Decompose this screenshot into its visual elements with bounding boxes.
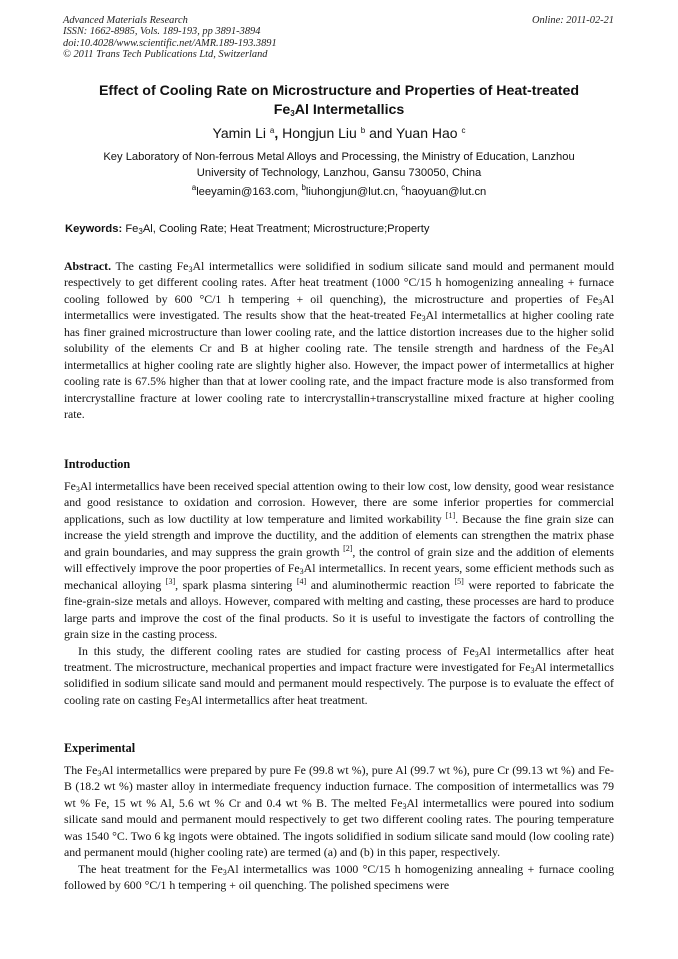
intro-text: , the control of grain size and the addition of elements will effectively improve the poor properties of Fe — [64, 544, 614, 576]
abstract-text: Al intermetallics were solidified in sodium silicate sand mould and permanent mould respectively to get different cooling rates. After heat treatment (1000 °C/15 h homogenizing annealing + furnace cooling followed by 600 °C/1 h tempering + oil quenching), the microstructure and properties of Fe — [64, 259, 614, 306]
intro-text: Al intermetallics after heat treatment. — [190, 692, 368, 707]
affiliation — [56, 150, 622, 181]
author-1-affil: a — [269, 126, 275, 135]
journal-doi[interactable]: doi:10.4028/www.scientific.net/AMR.189-193.3891 — [63, 37, 277, 49]
section-heading-experimental: Experimental — [64, 741, 136, 755]
abstract-text: Al intermetallics at higher cooling rate are slightly higher also. However, the impact power of intermetallics at higher cooling rate is 67.5% higher than that at lower cooling rate, and the impact fracture mode is also transformed from intercrystalline fracture at lower cooling rate to intercrystallin+transcrystalline mixed fracture at higher cooling rate. — [64, 341, 614, 422]
intro-text: . Because the fine grain size can increase the yield strength and improve the ductility, and the addition of elements can strengthen the matrix phase and grain boundaries, and may suppress the grain growth — [64, 511, 614, 559]
keywords-text-1: Fe — [125, 223, 139, 235]
title-fe: Fe — [273, 102, 291, 118]
subscript: 3 — [474, 649, 479, 659]
section-heading-introduction: Introduction — [64, 457, 131, 471]
journal-name: Advanced Materials Research — [63, 15, 188, 26]
email-c[interactable]: haoyuan@lut.cn — [405, 186, 487, 198]
abstract-label: Abstract. — [64, 259, 112, 273]
author-2: Hongjun Liu — [282, 125, 357, 141]
keywords-text-2: Al, Cooling Rate; Heat Treatment; Microstructure;Property — [142, 223, 430, 235]
exp-text: Al intermetallics were prepared by pure Fe (99.8 wt %), pure Al (99.7 wt %), pure Cr (99.13 wt %) and Fe-B (18.2 wt %) master alloy in intermediate frequency induction furnace. The composition of intermetallics was 79 wt % Fe, 15 wt % Al, 5.6 wt % Cr and 0.4 wt % B. The melted Fe — [64, 763, 615, 810]
citation-3[interactable]: [3] — [165, 576, 176, 586]
author-1: Yamin Li — [212, 125, 266, 141]
abstract-text: Al intermetallics at higher cooling rate has finer grained microstructure than lower cooling rate, and the lattice distortion increases due to the higher solid solubility of the elements Cr and B at higher cooling rate. The tensile strength and hardness of the Fe — [64, 308, 615, 356]
keywords-subscript: 3 — [138, 227, 143, 236]
email-a-marker: a — [191, 183, 197, 192]
intro-paragraph-2 — [64, 643, 614, 709]
intro-text: Fe — [64, 479, 76, 493]
intro-text: , spark plasma sintering — [175, 577, 293, 592]
exp-text: Al intermetallics were poured into sodium silicate sand mould and permanent mould respectively to get two different cooling rates. The pouring temperature was 1540 °C. Two 6 kg ingots were obtained. The ingots solidified in sodium silicate sand mould (low cooling rate) and permanent mould (higher cooling rate) are termed (a) and (b) in this paper, respectively. — [64, 795, 614, 860]
paper-title — [40, 82, 638, 120]
subscript: 3 — [222, 867, 227, 877]
subscript: 3 — [530, 665, 535, 675]
journal-header — [63, 15, 277, 60]
citation-4[interactable]: [4] — [296, 576, 307, 586]
exp-text: The Fe — [64, 763, 98, 777]
intro-text: In this study, the different cooling rates are studied for casting process of Fe — [78, 643, 475, 658]
exp-text: The heat treatment for the Fe — [78, 861, 223, 876]
exp-text: Al intermetallics was 1000 °C/15 h homogenizing annealing + furnace cooling followed by 600 °C/1 h tempering + oil quenching. The polished specimens were — [64, 861, 615, 893]
citation-1[interactable]: [1] — [445, 510, 456, 520]
author-3-affil: c — [461, 126, 466, 135]
subscript: 3 — [421, 314, 426, 324]
abstract-text: The casting Fe — [115, 259, 189, 273]
experimental-body — [64, 762, 614, 894]
subscript: 3 — [188, 265, 193, 274]
intro-paragraph-1 — [64, 478, 614, 643]
keywords-label: Keywords: — [65, 223, 123, 235]
subscript: 3 — [186, 698, 191, 708]
affiliation-line-2: University of Technology, Lanzhou, Gansu 730050, China — [196, 166, 482, 179]
journal-issn: ISSN: 1662-8985, Vols. 189-193, pp 3891-3894 — [63, 26, 261, 38]
intro-text: Al intermetallics have been received special attention owing to their low cost, low density, good wear resistance and good resistance to oxidation and corrosion. However, there are some inferior properties for commercial applications, such as low ductility at low temperature and limited workability — [64, 479, 614, 526]
intro-text: Al intermetallics solidified in sodium silicate sand mould and permanent mould respectively. The purpose is to evaluate the effect of cooling rate on casting Fe — [64, 659, 614, 707]
online-date: Online: 2011-02-21 — [531, 15, 614, 26]
abstract — [64, 258, 614, 423]
exp-paragraph-2 — [64, 861, 614, 894]
title-line-1: Effect of Cooling Rate on Microstructure and Properties of Heat-treated — [98, 83, 580, 99]
author-3: and Yuan Hao — [369, 125, 458, 141]
subscript: 3 — [75, 485, 80, 494]
exp-paragraph-1 — [64, 762, 614, 861]
title-subscript: 3 — [290, 109, 295, 118]
subscript: 3 — [598, 297, 603, 307]
subscript: 3 — [299, 567, 304, 577]
intro-text: Al intermetallics after heat treatment. The microstructure, mechanical properties and impact fracture were investigated for Fe — [64, 643, 614, 674]
subscript: 3 — [598, 347, 603, 357]
title-line-2: Al Intermetallics — [294, 102, 405, 118]
affiliation-line-1: Key Laboratory of Non-ferrous Metal Alloys and Processing, the Ministry of Education, Lanzhou — [103, 151, 575, 163]
citation-5[interactable]: [5] — [454, 576, 464, 586]
email-b[interactable]: liuhongjun@lut.cn, — [305, 186, 399, 198]
intro-text: were reported to fabricate the fine-grain-size metals and alloys. However, compared with melting and casting, these processes are hard to produce large parts and improve the cost of the final products. So it is useful to investigate the factors of controlling the grain size in the casting process. — [64, 577, 615, 642]
author-2-affil: b — [360, 126, 366, 135]
author-list: Yamin Li $^a$, Hongjun Liu $^b$ and Yuan Hao $^c$ — [212, 125, 466, 141]
abstract-text: Al intermetallics were investigated. The results show that the heat-treated Fe — [64, 291, 614, 323]
intro-text: Al intermetallics. In recent years, some efficient methods such as mechanical alloying — [64, 561, 614, 592]
email-c-marker: c — [401, 183, 406, 192]
subscript: 3 — [97, 769, 102, 778]
email-b-marker: b — [301, 183, 306, 192]
introduction-body — [64, 478, 614, 708]
intro-text: and aluminothermic reaction — [310, 577, 450, 592]
citation-2[interactable]: [2] — [343, 543, 353, 553]
keywords — [65, 223, 429, 235]
email-a[interactable]: leeyamin@163.com, — [196, 186, 299, 198]
subscript: 3 — [402, 801, 407, 811]
journal-copyright: © 2011 Trans Tech Publications Ltd, Switzerland — [63, 48, 268, 60]
author-emails — [40, 183, 638, 198]
